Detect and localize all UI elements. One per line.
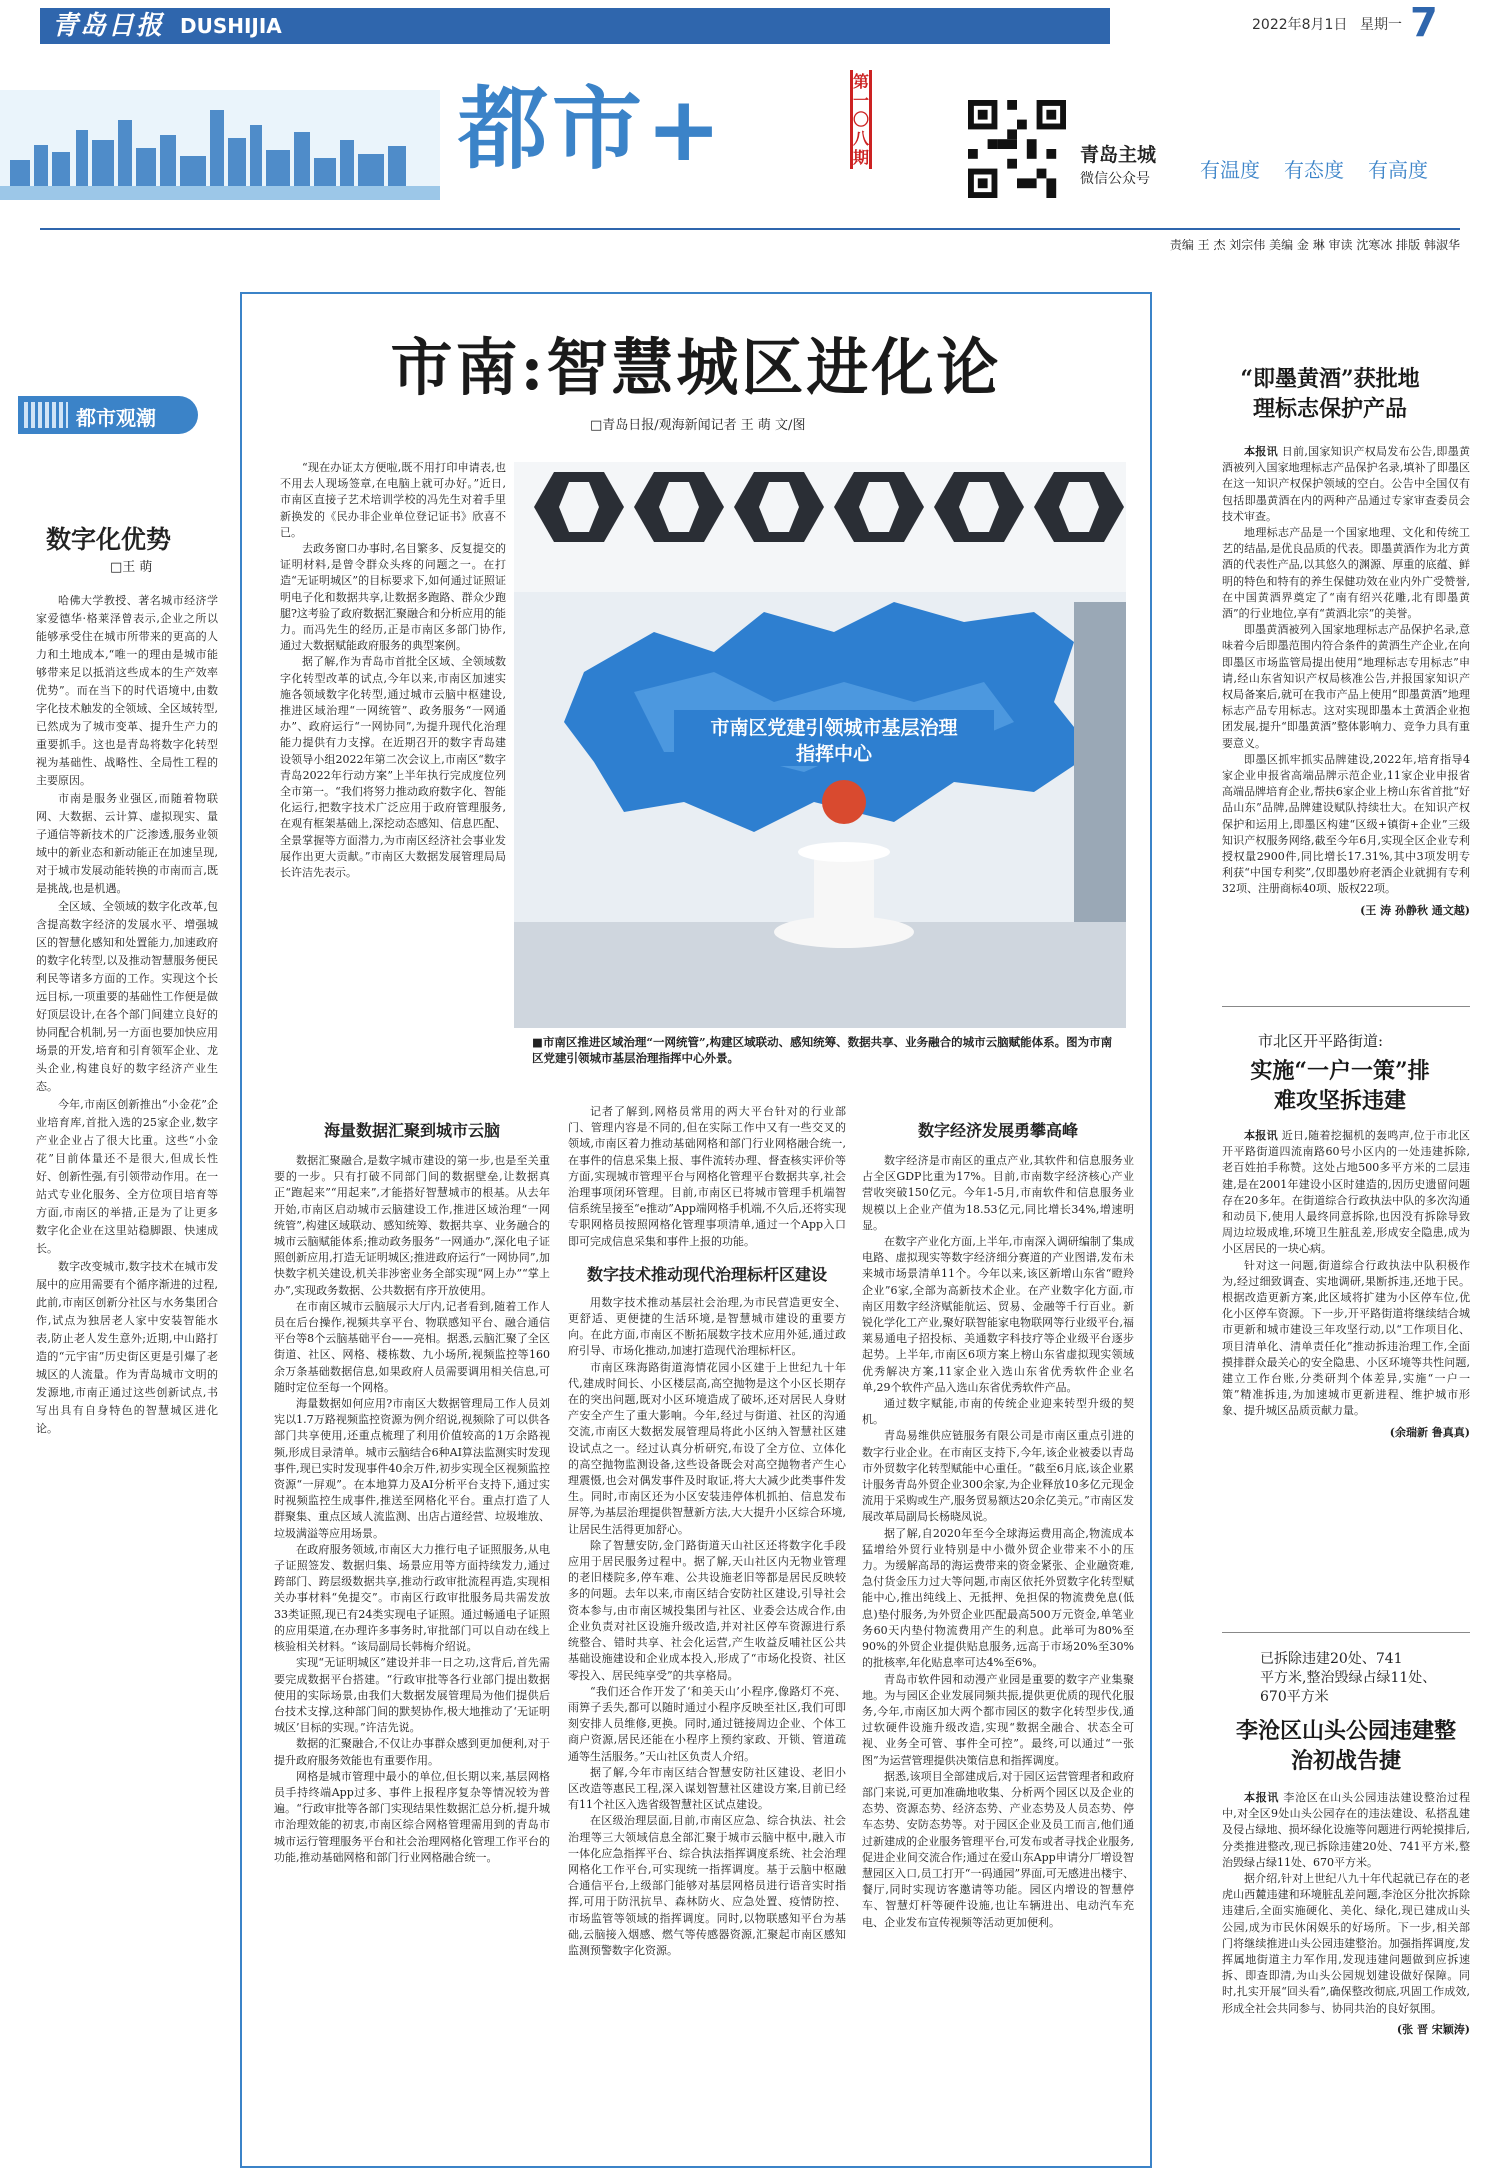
body-paragraph: 在政府服务领域,市南区大力推行电子证照服务,从电子证照签发、数据归集、场景应用等方面持续发力,通过跨部门、跨层级数据共享,推动行政审批流程再造,实现相关办事材料“免提交”。市南区行政审批服务局共需发放33类证照,现已有24类实现电子证照。通过畅通电子证照的应用渠道,在办理许多事务时,审批部门可以自动在线上核验相关材料。“该局副局长韩梅介绍说。 (274, 1542, 550, 1654)
issue-badge: 第一〇八期 (850, 70, 872, 169)
body-paragraph: 据悉,该项目全部建成后,对于园区运营管理者和政府部门来说,可更加准确地收集、分析两个园区以及企业的态势、资源态势、经济态势、产业态势及人员态势、停车态势、安防态势等。对于园区企业及员工而言,他们通过新建成的企业服务管理平台,可发布或者寻找企业服务,促进企业间交流合作;通过在爱山东App申请分厂增设智慧园区入口,员工打开“一码通园”界面,可无感进出楼宇、餐厅,同时实现访客邀请等功能。园区内增设的智慧停车、智慧灯杆等硬件设施,也让车辆进出、电动汽车充电、企业发布宣传视频等活动更加便利。 (862, 1769, 1134, 1929)
body-paragraph: 青岛易维供应链服务有限公司是市南区重点引进的数字行业企业。在市南区支持下,今年,该企业被委以青岛市外贸数字化转型赋能中心重任。“截至6月底,该企业累计服务青岛外贸企业300余家,为企业释放10多亿元现金流用于采购或生产,服务贸易额达20余亿美元。”市南区发展改革局副局长杨晓凤说。 (862, 1429, 1134, 1524)
column-paragraph: 今年,市南区创新推出“小金花”企业培育库,首批入选的25家企业,数字产业企业占了很大比重。这些“小金花”目前体量还不是很大,但成长性好、创新性强,有引领带动作用。在一站式专业化服务、全方位项目培育等方面,市南区的举措,正是为了让更多数字化企业在这里站稳脚跟、快速成长。 (36, 1098, 218, 1255)
body-column-3 (862, 1110, 1134, 2155)
column-paragraph: 全区域、全领域的数字化改革,包含提高数字经济的发展水平、增强城区的智慧化感知和处置能力,加速政府的数字化转型,以及推动智慧服务便民利民等诸多方面的工作。实现这个长远目标,一项重要的基础性工作便是做好顶层设计,在各个部门间建立良好的协同配合机制,另一方面也要加快应用场景的开发,培育和引育领军企业、龙头企业,构建良好的数字经济产业生态。 (36, 900, 218, 1093)
sidebar-credit: (张 晋 宋颖涛) (1396, 2022, 1470, 2036)
sidebar-article-1-body (1222, 444, 1470, 994)
sidebar-article-3-title: 李沧区山头公园违建整治初战告捷 (1235, 1718, 1456, 1774)
sidebar-article-3-body (1222, 1790, 1470, 2170)
sidebar-article-2-kicker: 市北区开平路街道: (1258, 1032, 1384, 1050)
lead-paragraph: 去政务窗口办事时,名目繁多、反复提交的证明材料,是曾令群众头疼的问题之一。在打造“无证明城区”的目标要求下,如何通过证照证明电子化和数据共享,让数据多跑路、群众少跑腿?这考验了政府数据汇聚融合和分析应用的能力。而冯先生的经历,正是市南区多部门协作,通过大数据赋能政府服务的典型案例。 (280, 542, 506, 653)
editors-line: 责编 王 杰 刘宗伟 美编 金 琳 审读 沈寒冰 排版 韩淑华 (1169, 238, 1460, 252)
photo-sign-line-1: 市南区党建引领城市基层治理 (710, 717, 958, 739)
slogan-1: 有温度 (1200, 158, 1260, 182)
sidebar-article-1-title: “即墨黄酒”获批地理标志保护产品 (1240, 366, 1420, 422)
body-paragraph: 记者了解到,网格员常用的两大平台针对的行业部门、管理内容是不同的,但在实际工作中又有一些交叉的领域,市南区着力推动基础网格和部门行业网格融合统一,在事件的信息采集上报、事件流转办理、督查核实评价等方面,实现城市管理平台与网格化管理平台数据共享,社会治理事项闭环管理。目前,市南区已将城市管理手机端智信系统呈接至“e推动”App端网格手机端,不久后,还将实现专职网格员按照网格化管理事项清单,通过一个App入口即可完成信息采集和事件上报的功能。 (568, 1105, 846, 1248)
body-paragraph: “我们还合作开发了‘和美天山’小程序,像路灯不亮、雨箅子丢失,都可以随时通过小程序反映至社区,我们可即刻安排人员维修,更换。同时,通过链接周边企业、个体工商户资源,居民还能在小程序上预约家政、开锁、管道疏通等生活服务。”天山社区负责人介绍。 (568, 1684, 846, 1763)
slogan-2: 有态度 (1284, 158, 1344, 182)
header-date: 2022年8月1日 (1252, 17, 1348, 33)
dateline-label: 本报讯 (1244, 1791, 1280, 1804)
column-paragraph: 数字改变城市,数字技术在城市发展中的应用需要有个循序渐进的过程,此前,市南区创新分社区与水务集团合作,试点为独居老人家中安装智能水表,防止老人发生意外;近期,中山路打造的“元宇宙”历史街区更是引爆了老城区的人流量。作为青岛城市文明的发源地,市南正通过这些创新试点,书写出具有自身特色的智慧城区进化论。 (36, 1260, 218, 1435)
sidebar-paragraph: 即墨区抓牢抓实品牌建设,2022年,培育指导4家企业申报省高端品牌示范企业,11家企业申报省高端品牌培育企业,帮扶6家企业上榜山东省首批“好品山东”品牌,品牌建设赋队持续壮大。在知识产权保护和运用上,即墨区构建“区级+镇街+企业”三级知识产权服务网络,截至今年6月,实现全区企业专利授权量2900件,同比增长17.31%,其中3项发明专利获“中国专利奖”,仅即墨妙府老酒企业就拥有专利32项、注册商标40项、版权22项。 (1222, 752, 1470, 896)
body-paragraph: 在数字产业化方面,上半年,市南深入调研编制了集成电路、虚拟现实等数字经济细分赛道的产业图谱,发布未来城市场景清单11个。今年以来,该区新增山东省“瞪羚企业”6家,全部为高新技术企业。在产业数字化方面,市南区用数字经济赋能航运、贸易、金融等千行百业。新锐化学化工产业,聚好联智能家电物联网等行业级平台,福莱易通电子招投标、美通数字科技疗等企业级平台逐步起势。上半年,市南区6项方案上榜山东省虚拟现实领域优秀解决方案,11家企业入选山东省优秀软件企业名单,29个软件产品入选山东省优秀软件产品。 (862, 1235, 1134, 1394)
body-paragraph: 在市南区城市云脑展示大厅内,记者看到,随着工作人员在后台操作,视频共享平台、物联感知平台、融合通信平台等8个云脑基础平台——亮相。据悉,云脑汇聚了全区街道、社区、网格、楼栋数、九小场所,视频监控等160余万条基础数据信息,如果政府人员需要调用相关信息,可随时定位至每一个网格。 (274, 1299, 550, 1394)
paper-logo: 青岛日报 (52, 11, 165, 41)
sidebar-article-2-title: 实施“一户一策”排难攻坚拆违建 (1250, 1058, 1430, 1114)
deck-line: 平方米,整治毁绿占绿11处、 (1260, 1670, 1437, 1686)
page-number: 7 (1410, 0, 1438, 46)
column-title: 数字化优势 (46, 525, 172, 554)
sidebar-paragraph: 据介绍,针对上世纪八九十年代起就已存在的老虎山西麓违建和环境脏乱差问题,李沧区分批次拆除违建后,全面实施硬化、美化、绿化,现已建成山头公园,成为市民休闲娱乐的好场所。下一步,相关部门将继续推进山头公园违建整治。加强指挥调度,发挥属地街道主力军作用,发现违建问题做到应拆速拆、即查即清,为山头公园规划建设做好保障。同时,扎实开展“回头看”,确保整改彻底,巩固工作成效,形成全社会共同参与、协同共治的良好氛围。 (1222, 1872, 1470, 2015)
sidebar-paragraph: 针对这一问题,街道综合行政执法中队积极作为,经过细致调查、实地调研,果断拆违,还地于民。根据改造更新方案,此区域将扩建为小区停车位,优化小区停车资源。下一步,开平路街道将继续结合城市更新和城市建设三年攻坚行动,以“工作项目化、项目清单化、清单责任化”推动拆违治理工作,全面摸排群众最关心的安全隐患、小区环境等共性问题,建立工作台账,分类研判个体差异,实施“一户一策”精准拆违,为加速城市更新进程、维护城市形象、提升城区品质贡献力量。 (1222, 1258, 1470, 1418)
sidebar-credit: (余瑞新 鲁真真) (1389, 1425, 1470, 1439)
sidebar-credit: (王 涛 孙静秋 通文越) (1360, 903, 1470, 917)
body-paragraph: 网格是城市管理中最小的单位,但长期以来,基层网格员手持终端App过多、事件上报程序复杂等情况较为普遍。“行政审批等各部门实现结果性数据汇总分析,提升城市治理效能的初衷,市南区综合网格管理需用到的青岛市城市运行管理服务平台和社会治理网格化管理工作平台的功能,推动基础网格和部门行业网格融合统一。 (274, 1769, 550, 1864)
skyline-illustration (0, 90, 440, 200)
deck-line: 已拆除违建20处、741 (1260, 1651, 1403, 1667)
section-heading: 海量数据汇聚到城市云脑 (323, 1121, 500, 1140)
body-column-1 (274, 1110, 550, 2155)
body-paragraph: 除了智慧安防,金门路街道天山社区还将数字化手段应用于居民服务过程中。据了解,天山社区内无物业管理的老旧楼院多,停车难、公共设施老旧等都是居民反映较多的问题。去年以来,市南区结合安防社区建设,引导社会资本参与,由市南区城投集团与社区、业委会达成合作,由企业负责对社区设施升级改造,并对社区停车资源进行系统整合、错时共享、社会化运营,产生收益反哺社区公共基础设施建设和企业成本投入,形成了“市场化投资、社区零投入、居民纯享受”的共享格局。 (568, 1538, 846, 1682)
sidebar-article-2-body (1222, 1128, 1470, 1622)
slogan-3: 有高度 (1368, 158, 1428, 182)
sidebar-divider (1222, 1632, 1470, 1633)
sidebar-paragraph: 李沧区在山头公园违法建设整治过程中,对全区9处山头公园存在的违法建设、私搭乱建及侵占绿地、损坏绿化设施等问题进行两轮摸排后,分类推进整改,现已拆除违建20处、741平方米,整治毁绿占绿11处、670平方米。 (1222, 1791, 1470, 1869)
body-paragraph: 据了解,今年市南区结合智慧安防社区建设、老旧小区改造等惠民工程,深入谋划智慧社区建设方案,目前已经有11个社区入选省级智慧社区试点建设。 (568, 1765, 846, 1812)
deck-line: 670平方米 (1260, 1689, 1329, 1705)
body-paragraph: 数字经济是市南区的重点产业,其软件和信息服务业占全区GDP比重为17%。目前,市南数字经济核心产业营收突破150亿元。今年1-5月,市南软件和信息服务业规模以上企业产值为18.53亿元,同比增长34%,增速明显。 (862, 1154, 1134, 1232)
body-paragraph: 市南区珠海路街道海情花园小区建于上世纪九十年代,建成时间长、小区楼层高,高空抛物是这个小区长期存在的突出问题,既对小区环境造成了破坏,还对居民人身财产安全产生了重大影响。今年,经过与街道、社区的沟通交流,市南区大数据发展管理局将此小区纳入智慧社区建设试点之一。经过认真分析研究,布设了全方位、立体化的高空抛物监测设备,这些设备既会对高空抛物者产生心理震慑,也会对偶发事件及时取证,将大大减少此类事件发生。同时,市南区还为小区安装违停体机抓拍、信息发布屏等,为基层治理提供智慧新方法,大大提升小区综合环境,让居民生活得更加舒心。 (568, 1360, 846, 1536)
byline: □青岛日报/观海新闻记者 王 萌 文/图 (590, 418, 806, 433)
column-paragraph: 市南是服务业强区,而随着物联网、大数据、云计算、虚拟现实、量子通信等新技术的广泛渗透,服务业领域中的新业态和新动能正在加速呈现,对于城市发展动能转换的市南而言,既是挑战,也是机遇。 (36, 792, 218, 895)
body-paragraph: 用数字技术推动基层社会治理,为市民营造更安全、更舒适、更便捷的生活环境,是智慧城市建设的重要方向。在此方面,市南区不断拓展数字技术应用外延,通过政府引导、市场化推动,加速打造现代治理标杆区。 (568, 1295, 846, 1358)
sidebar-paragraph: 日前,国家知识产权局发布公告,即墨黄酒被列入国家地理标志产品保护名录,填补了即墨区在这一知识产权保护领域的空白。公告中全国仅有包括即墨黄酒在内的两种产品通过专家审查委员会技术审查。 (1222, 445, 1470, 523)
headline: 市南:智慧城区进化论 (390, 331, 1002, 404)
lead-paragraph: “现在办证太方便啦,既不用打印申请表,也不用去人现场签章,在电脑上就可办好。”近日,市南区直接子艺术培训学校的冯先生对着手里新换发的《民办非企业单位登记证书》欣喜不已。 (280, 461, 506, 539)
sidebar-article-3-deck (1260, 1650, 1470, 1707)
lead-paragraph: 据了解,作为青岛市首批全区域、全领域数字化转型改革的试点,今年以来,市南区加速实施各领域数字化转型,通过城市云脑中枢建设,推进区域治理“一网统管”、政务服务“一网通办”、政府运行“一网协同”,为提升现代化治理能力提供有力支撑。在近期召开的数字青岛建设领导小组2022年第二次会议上,市南区“数字青岛2022年行动方案”上半年执行完成度位列全市第一。“我们将努力推动政府数字化、智能化运行,把数字技术广泛应用于政府管理服务,在观有框架基础上,深挖动态感知、信息匹配、全景掌握等方面潜力,为市南区经济社会事业发展作出更大贡献。”市南区大数据发展管理局局长许洁先表示。 (280, 655, 506, 880)
sidebar-divider (1222, 1006, 1470, 1007)
header-weekday: 星期一 (1360, 17, 1402, 33)
qr-code (968, 100, 1066, 198)
section-title: 都市+ (458, 77, 726, 182)
dateline-label: 本报讯 (1244, 445, 1278, 458)
photo-sign-line-2: 指挥中心 (795, 743, 873, 765)
column-author: □王 萌 (110, 560, 153, 575)
section-heading: 数字技术推动现代治理标杆区建设 (586, 1264, 827, 1284)
body-paragraph: 通过数字赋能,市南的传统企业迎来转型升级的契机。 (862, 1397, 1134, 1427)
dateline-label: 本报讯 (1244, 1129, 1278, 1142)
sidebar-paragraph: 地理标志产品是一个国家地理、文化和传统工艺的结晶,是优良品质的代表。即墨黄酒作为北方黄酒的代表性产品,以其悠久的渊源、厚重的底蕴、鲜明的特色和特有的养生保健功效在业内外广受赞誉,在中国黄酒界奠定了“南有绍兴花雕,北有即墨黄酒”的行业地位,享有“黄酒北宗”的美誉。 (1222, 526, 1470, 621)
body-paragraph: 青岛市软件园和动漫产业园是重要的数字产业集聚地。为与园区企业发展同频共振,提供更优质的现代化服务,今年,市南区加大两个都市园区的数字化转型步伐,通过软硬件设施升级改造,实现“数据全融合、状态全可视、业务全可管、事件全可控”。最终,可以通过“一张图”为运营管理提供决策信息和指挥调度。 (862, 1672, 1134, 1767)
body-paragraph: 实现“无证明城区”建设并非一日之功,这背后,首先需要完成数据平台搭建。“行政审批等各行业部门提出数据使用的实际场景,由我们大数据发展管理局为他们提供后台技术支撑,这种部门间的默契协作,极大地推动了‘无证明城区’目标的实现。”许洁先说。 (274, 1656, 550, 1735)
lead-text (280, 460, 506, 1100)
body-paragraph: 数据汇聚融合,是数字城市建设的第一步,也是至关重要的一步。只有打破不同部门间的数据壁垒,让数据真正“跑起来”“用起来”,才能搭好智慧城市的根基。从去年开始,市南区启动城市云脑建设工作,推进区域治理“一网统管”,构建区域联动、感知统筹、数据共享、业务融合的城市云脑赋能体系;推动政务服务“一网通办”,深化电子证照创新应用,打造无证明城区;推进政府运行“一网协同”,加快数字机关建设,机关非涉密业务全部实现“网上办”“掌上办”,实现政务数据、公共数据有序开放使用。 (274, 1154, 550, 1297)
wechat-name: 青岛主城 (1080, 144, 1157, 166)
body-paragraph: 在区级治理层面,目前,市南区应急、综合执法、社会治理等三大领域信息全部汇聚于城市云脑中枢中,融入市一体化应急指挥平台、综合执法指挥调度系统、社会治理网格化工作平台,可实现统一指挥调度。基于云脑中枢融合通信平台,上级部门能够对基层网格员进行语音实时指挥,可用于防汛抗旱、森林防火、应急处置、疫情防控、市场监管等领域的指挥调度。同时,以物联感知平台为基础,云脑接入烟感、燃气等传感器资源,汇聚起市南区感知监测预警数字化资源。 (568, 1814, 846, 1957)
sidebar-paragraph: 近日,随着挖掘机的轰鸣声,位于市北区开平路街道四流南路60号小区内的一处违建拆除,老百姓拍手称赞。这处占地500多平方米的二层违建,是在2001年建设小区时建造的,因历史遗留问题存在20多年。在街道综合行政执法中队的多次沟通和动员下,使用人最终同意拆除,也因没有拆除导致周边垃圾成堆,环境卫生脏乱差,形成安全隐患,成为小区居民的一块心病。 (1222, 1129, 1470, 1256)
wechat-label: 微信公众号 (1080, 171, 1150, 187)
sidebar-paragraph: 即墨黄酒被列入国家地理标志产品保护名录,意味着今后即墨范围内符合条件的黄酒生产企业,在向即墨区市场监管局提出使用“地理标志专用标志”申请,经山东省知识产权局核准公告,并报国家知识产权局备案后,就可在我市产品上使用“即墨黄酒”地理标志产品专用标志。这对实现即墨本土黄酒企业抱团发展,提升“即墨黄酒”整体影响力、竞争力具有重要意义。 (1222, 623, 1470, 750)
body-paragraph: 海量数据如何应用?市南区大数据管理局工作人员刘宪以1.7万路视频监控资源为例介绍说,视频除了可以供各部门共享使用,还重点梳理了利用价值较高的1万余路视频,形成目录清单。城市云脑结合6种AI算法监测实时发现事件,现已实时发现事件40余万件,初步实现全区视频监控资源“一屏观”。在本地算力及AI分析平台支持下,通过实时视频监控生成事件,推送至网格化平台。重点打造了人群聚集、重点区域人流监测、出店占道经营、垃圾堆放、垃圾满溢等应用场景。 (274, 1397, 550, 1540)
column-tag-label: 都市观潮 (76, 406, 156, 430)
body-paragraph: 数据的汇聚融合,不仅让办事群众感到更加便利,对于提升政府服务效能也有重要作用。 (274, 1737, 550, 1767)
banner-divider (40, 228, 1460, 230)
body-paragraph: 据了解,自2020年至今全球海运费用高企,物流成本猛增给外贸行业特别是中小微外贸企业带来不小的压力。为缓解高昂的海运费带来的资金紧张、企业融资难,急付货金压力过大等问题,市南区依托外贸数字化转型赋能中心,推出纯线上、无抵押、免担保的物流费免息(低息)垫付服务,为外贸企业匹配最高500万元资金,单笔业务60天内垫付物流费用产生的利息。此举可为80%至90%的外贸企业提供贴息服务,远高于市场20%至30%的批核率,年化贴息率可达4%至6%。 (862, 1526, 1134, 1670)
photo-command-center (514, 462, 1126, 1028)
section-pinyin: DUSHIJIA (180, 14, 282, 38)
body-column-2 (568, 1104, 846, 2155)
column-tag-icon (24, 402, 68, 428)
section-heading: 数字经济发展勇攀高峰 (917, 1121, 1078, 1140)
photo-caption: ■市南区推进区域治理“一网统管”,构建区域联动、感知统筹、数据共享、业务融合的城市云脑赋能体系。图为市南区党建引领城市基层治理指挥中心外景。 (532, 1035, 1113, 1065)
column-paragraph: 哈佛大学教授、著名城市经济学家爱德华·格莱泽曾表示,企业之所以能够承受住在城市所带来的更高的人力和土地成本,“唯一的理由是城市能够带来足以抵消这些成本的生产效率优势”。而在当下的时代语境中,由数字化技术触发的全领域、全区域转型,已然成为了城市变革、提升生产力的重要抓手。这也是青岛将数字化转型视为基础性、战略性、全局性工程的主要原因。 (36, 594, 218, 787)
column-body (36, 592, 218, 2172)
